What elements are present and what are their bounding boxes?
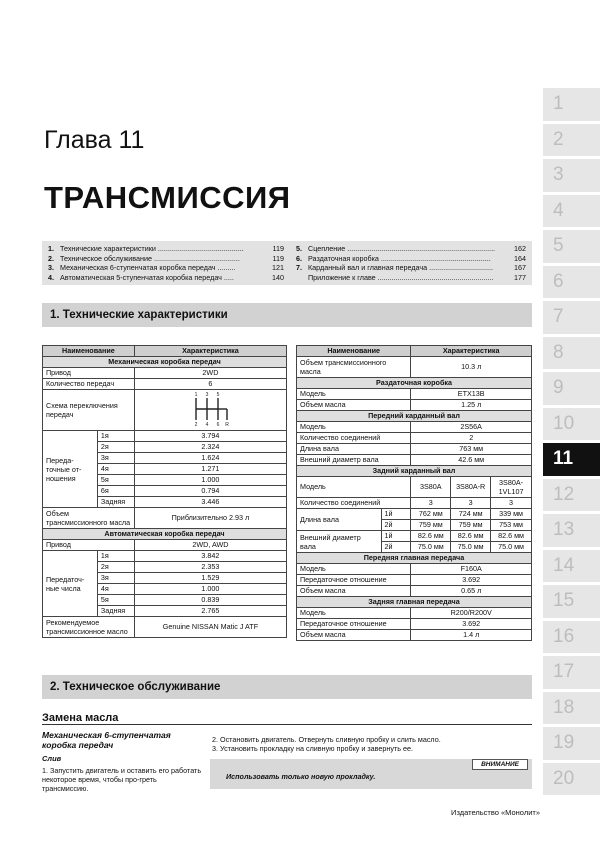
- chapter-tab-17[interactable]: 17: [543, 656, 600, 689]
- table-of-contents: [42, 241, 532, 285]
- row-group-label: Внешний диаметр вала: [297, 531, 382, 553]
- row-group-label: Передаточ-ные числа: [43, 551, 98, 617]
- category-row: Автоматическая коробка передач: [43, 529, 287, 540]
- step-1: 1. Запустить двигатель и оставить его работать некоторое время, чтобы про-греть трансмиссию.: [42, 766, 202, 793]
- chapter-tab-19[interactable]: 19: [543, 727, 600, 760]
- chapter-tab-14[interactable]: 14: [543, 550, 600, 583]
- chapter-tab-9[interactable]: 9: [543, 372, 600, 405]
- svg-text:6: 6: [217, 421, 220, 427]
- table-row: Внешний диаметр вала 42.6 мм: [297, 455, 532, 466]
- table-row: 2й 759 мм 759 мм 753 мм: [297, 520, 532, 531]
- chapter-tab-4[interactable]: 4: [543, 195, 600, 228]
- toc-title: Приложение к главе ..........................................................: [308, 272, 494, 282]
- category-row: Передний карданный вал: [297, 411, 532, 422]
- warning-box: [210, 759, 532, 789]
- spec-table-right: [296, 345, 532, 641]
- svg-text:R: R: [225, 421, 230, 427]
- table-row: 4я 1.271: [43, 464, 287, 475]
- chapter-tab-18[interactable]: 18: [543, 692, 600, 725]
- toc-item: [296, 244, 526, 254]
- table-row: Модель 2S56A: [297, 422, 532, 433]
- table-row: 2я 2.324: [43, 442, 287, 453]
- chapter-tab-1[interactable]: 1: [543, 88, 600, 121]
- table-row: Длина вала 1й 762 мм 724 мм 339 мм: [297, 509, 532, 520]
- chapter-tab-2[interactable]: 2: [543, 124, 600, 157]
- subheading-oil-change: Замена масла: [42, 712, 532, 725]
- category-row: Механическая коробка передач: [43, 357, 287, 368]
- subheading-drain: Слив: [42, 754, 62, 763]
- table-row: Количество соединений 3 3 3: [297, 498, 532, 509]
- subheading-manual-6: Механическая 6-ступенчатая коробка передач: [42, 730, 171, 750]
- col-header: Наименование: [43, 346, 135, 357]
- table-row: Объем трансмиссионного масла Приблизительно 2.93 л: [43, 508, 287, 529]
- svg-text:5: 5: [217, 391, 220, 398]
- shift-pattern-diagram: [134, 390, 286, 431]
- toc-title: Техническое обслуживание ...........................................: [60, 253, 240, 263]
- category-row: Задняя главная передача: [297, 597, 532, 608]
- section-heading-specs: 1. Технические характеристики: [42, 303, 532, 327]
- toc-column-left: [48, 244, 284, 282]
- table-row: Задняя 2.765: [43, 606, 287, 617]
- svg-text:1: 1: [195, 391, 198, 398]
- table-row: Модель 3S80A 3S80A-R 3S80A-1VL107: [297, 477, 532, 498]
- toc-number: 6.: [296, 253, 302, 263]
- table-row: Привод 2WD, AWD: [43, 540, 287, 551]
- chapter-tab-3[interactable]: 3: [543, 159, 600, 192]
- table-row: Длина вала 763 мм: [297, 444, 532, 455]
- warning-text: Использовать только новую прокладку.: [226, 772, 376, 781]
- table-row: 6я 0.794: [43, 486, 287, 497]
- toc-title: Механическая 6-ступенчатая коробка передач .........: [60, 263, 236, 273]
- toc-item: [48, 254, 284, 264]
- chapter-tab-10[interactable]: 10: [543, 408, 600, 441]
- col-header: Характеристика: [411, 346, 532, 357]
- svg-text:3: 3: [206, 391, 209, 398]
- toc-item: [48, 273, 284, 283]
- toc-number: 4.: [48, 272, 54, 282]
- col-header: Наименование: [297, 346, 411, 357]
- table-row: Передаточное отношение 3.692: [297, 619, 532, 630]
- toc-page: 162: [514, 244, 526, 253]
- chapter-tabs: [543, 88, 600, 798]
- table-row: Объем масла 0.65 л: [297, 586, 532, 597]
- table-row: Модель R200/R200V: [297, 608, 532, 619]
- category-row: Раздаточная коробка: [297, 378, 532, 389]
- chapter-tab-16[interactable]: 16: [543, 621, 600, 654]
- publisher-footer: Издательство «Монолит»: [451, 808, 540, 817]
- table-row: Объем трансмиссионного масла 10.3 л: [297, 357, 532, 378]
- table-row: 2й 75.0 мм 75.0 мм 75.0 мм: [297, 542, 532, 553]
- toc-item: [296, 254, 526, 264]
- col-header: Характеристика: [134, 346, 286, 357]
- toc-number: 5.: [296, 244, 302, 253]
- toc-number: 3.: [48, 263, 54, 273]
- table-row: Модель F160A: [297, 564, 532, 575]
- toc-page: 119: [272, 253, 284, 263]
- svg-text:2: 2: [195, 421, 198, 427]
- table-row: Рекомендуемое трансмиссионное масло Genuine NISSAN Matic J ATF: [43, 617, 287, 638]
- step-3: 3. Установить прокладку на сливную пробку и завернуть ее.: [212, 744, 414, 753]
- step-2: 2. Остановить двигатель. Отвернуть сливную пробку и слить масло.: [212, 735, 441, 744]
- table-row: 4я 1.000: [43, 584, 287, 595]
- section-heading-maintenance: 2. Техническое обслуживание: [42, 675, 532, 699]
- toc-title: Раздаточная коробка .......................................................: [308, 253, 491, 263]
- svg-text:4: 4: [206, 421, 209, 427]
- table-row: Передаточное отношение 3.692: [297, 575, 532, 586]
- table-row: Передаточ-ные числа 1я 3.842: [43, 551, 287, 562]
- toc-title: Технические характеристики ...........................................: [60, 244, 244, 253]
- toc-item: [296, 273, 526, 283]
- category-row: Задний карданный вал: [297, 466, 532, 477]
- warning-tag: ВНИМАНИЕ: [472, 759, 528, 770]
- table-row: 3я 1.624: [43, 453, 287, 464]
- row-group-label: Длина вала: [297, 509, 382, 531]
- toc-page: 121: [272, 263, 284, 273]
- row-group-label: Переда-точные от-ношения: [43, 431, 98, 508]
- table-row: Задняя 3.446: [43, 497, 287, 508]
- toc-item: [48, 244, 284, 254]
- toc-item: [48, 263, 284, 273]
- toc-title: Автоматическая 5-ступенчатая коробка передач .....: [60, 272, 234, 282]
- chapter-tab-5[interactable]: 5: [543, 230, 600, 263]
- toc-page: 140: [272, 272, 284, 282]
- chapter-tab-15[interactable]: 15: [543, 585, 600, 618]
- toc-item: [296, 263, 526, 273]
- chapter-tab-7[interactable]: 7: [543, 301, 600, 334]
- chapter-tab-6[interactable]: 6: [543, 266, 600, 299]
- toc-number: 7.: [296, 263, 302, 273]
- table-row: 5я 1.000: [43, 475, 287, 486]
- table-row: Количество передач 6: [43, 379, 287, 390]
- table-row: Привод 2WD: [43, 368, 287, 379]
- category-row: Передняя главная передача: [297, 553, 532, 564]
- toc-title: Карданный вал и главная передача ................................: [308, 263, 493, 273]
- toc-page: 177: [514, 272, 526, 282]
- chapter-tab-13[interactable]: 13: [543, 514, 600, 547]
- toc-number: 1.: [48, 244, 54, 253]
- table-row: Схема переключения передач 1 3 5 2 4 6 R: [43, 390, 287, 431]
- chapter-tab-11[interactable]: 11: [543, 443, 600, 476]
- table-row: Внешний диаметр вала 1й 82.6 мм 82.6 мм 82.6 мм: [297, 531, 532, 542]
- chapter-tab-20[interactable]: 20: [543, 763, 600, 796]
- toc-page: 167: [514, 263, 526, 273]
- table-row: Объем масла 1.4 л: [297, 630, 532, 641]
- toc-number: 2.: [48, 253, 54, 263]
- toc-page: 164: [514, 253, 526, 263]
- table-row: 2я 2.353: [43, 562, 287, 573]
- toc-column-right: [296, 244, 526, 282]
- chapter-tab-8[interactable]: 8: [543, 337, 600, 370]
- toc-number: [296, 273, 308, 283]
- table-row: 5я 0.839: [43, 595, 287, 606]
- page-title: ТРАНСМИССИЯ: [44, 180, 291, 215]
- chapter-tab-12[interactable]: 12: [543, 479, 600, 512]
- table-row: Модель ETX13B: [297, 389, 532, 400]
- spec-table-left: [42, 345, 287, 638]
- chapter-label: Глава 11: [44, 126, 145, 154]
- shift-pattern-icon: [187, 391, 233, 427]
- table-row: Количество соединений 2: [297, 433, 532, 444]
- table-row: 3я 1.529: [43, 573, 287, 584]
- table-row: Объем масла 1.25 л: [297, 400, 532, 411]
- toc-page: 119: [272, 244, 284, 253]
- table-row: Переда-точные от-ношения 1я 3.794: [43, 431, 287, 442]
- toc-title: Сцепление ..........................................................................: [308, 244, 496, 253]
